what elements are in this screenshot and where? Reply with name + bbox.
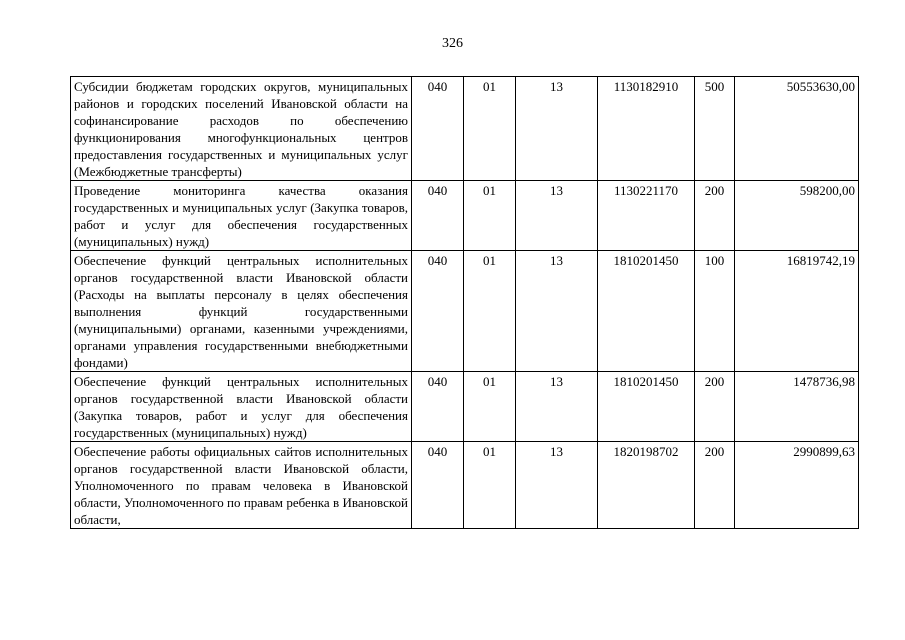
target-article-cell: 1810201450 [598, 372, 695, 442]
table-row [71, 372, 859, 442]
section-code-cell: 01 [464, 77, 516, 181]
expense-type-cell: 200 [695, 372, 735, 442]
table-row [71, 181, 859, 251]
ministry-code-cell: 040 [412, 181, 464, 251]
description-cell: Обеспечение работы официальных сайтов исполнительных органов государственной власти Ивановской области, Уполномоченного по правам человека в Ивановской области, Уполномоченного по правам ребенка в Ивановской области, [71, 442, 412, 529]
target-article-cell: 1130221170 [598, 181, 695, 251]
expense-type-cell: 200 [695, 181, 735, 251]
target-article-cell: 1130182910 [598, 77, 695, 181]
amount-cell: 1478736,98 [735, 372, 859, 442]
amount-cell: 2990899,63 [735, 442, 859, 529]
subsection-code-cell: 13 [516, 372, 598, 442]
ministry-code-cell: 040 [412, 372, 464, 442]
section-code-cell: 01 [464, 181, 516, 251]
page-number: 326 [442, 36, 463, 51]
amount-cell: 16819742,19 [735, 251, 859, 372]
expense-type-cell: 100 [695, 251, 735, 372]
amount-cell: 598200,00 [735, 181, 859, 251]
table-row [71, 251, 859, 372]
target-article-cell: 1810201450 [598, 251, 695, 372]
ministry-code-cell: 040 [412, 77, 464, 181]
expense-type-cell: 200 [695, 442, 735, 529]
description-cell: Обеспечение функций центральных исполнительных органов государственной власти Ивановской области (Закупка товаров, работ и услуг для обеспечения государственных (муниципальных) нужд) [71, 372, 412, 442]
description-cell: Субсидии бюджетам городских округов, муниципальных районов и городских поселений Ивановской области на софинансирование расходов по обеспечению функционирования многофункциональных центров предоставления государственных и муниципальных услуг (Межбюджетные трансферты) [71, 77, 412, 181]
ministry-code-cell: 040 [412, 251, 464, 372]
section-code-cell: 01 [464, 251, 516, 372]
expense-type-cell: 500 [695, 77, 735, 181]
amount-cell: 50553630,00 [735, 77, 859, 181]
budget-table [70, 76, 859, 529]
subsection-code-cell: 13 [516, 251, 598, 372]
ministry-code-cell: 040 [412, 442, 464, 529]
section-code-cell: 01 [464, 372, 516, 442]
section-code-cell: 01 [464, 442, 516, 529]
description-cell: Обеспечение функций центральных исполнительных органов государственной власти Ивановской области (Расходы на выплаты персоналу в целях обеспечения выполнения функций государственными (муниципальными) органами, казенными учреждениями, органами управления государственными внебюджетными фондами) [71, 251, 412, 372]
table-row [71, 442, 859, 529]
subsection-code-cell: 13 [516, 442, 598, 529]
description-cell: Проведение мониторинга качества оказания государственных и муниципальных услуг (Закупка товаров, работ и услуг для обеспечения государственных (муниципальных) нужд) [71, 181, 412, 251]
target-article-cell: 1820198702 [598, 442, 695, 529]
table-row [71, 77, 859, 181]
subsection-code-cell: 13 [516, 77, 598, 181]
subsection-code-cell: 13 [516, 181, 598, 251]
